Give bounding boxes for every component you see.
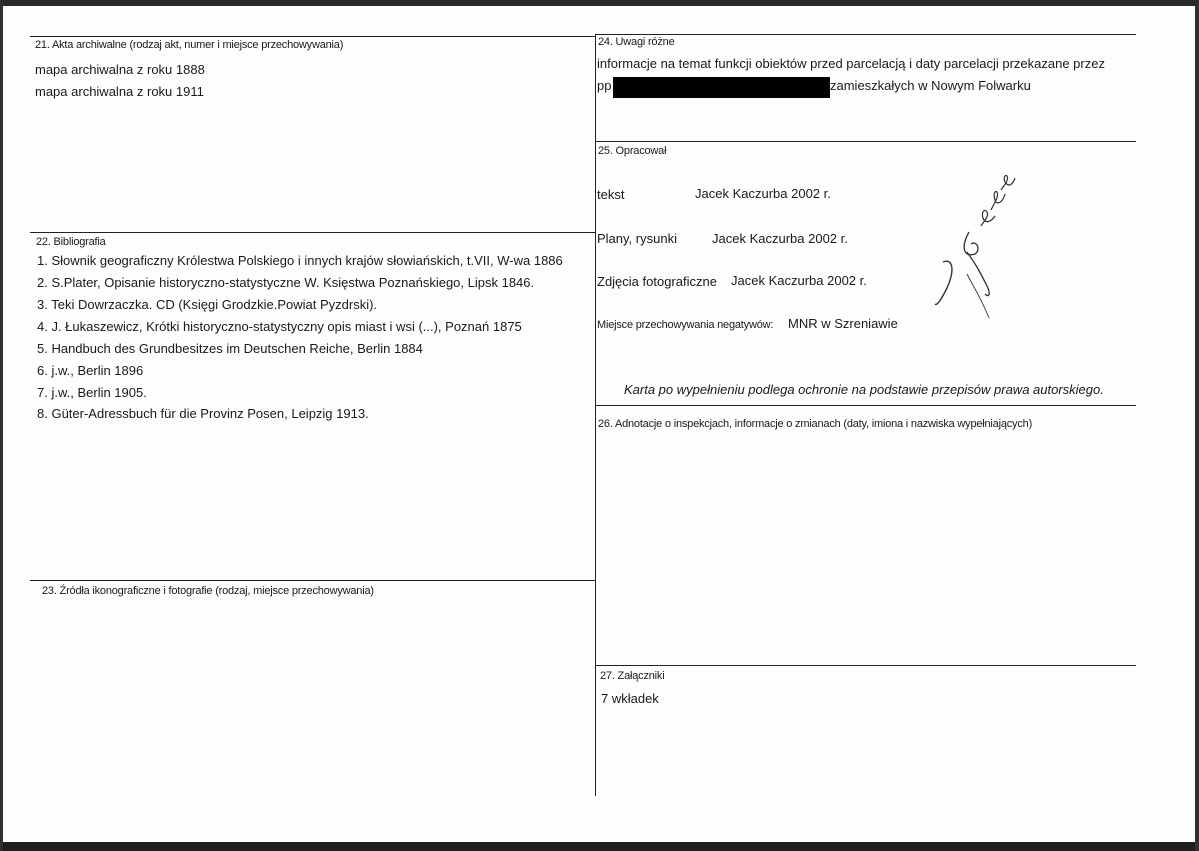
section-27-label: 27. Załączniki: [600, 670, 665, 682]
bibliography-item-7: 7. j.w., Berlin 1905.: [37, 385, 147, 400]
section-21-label: 21. Akta archiwalne (rodzaj akt, numer i miejsce przechowywania): [35, 39, 344, 51]
rule-27: [596, 665, 1136, 666]
bibliography-item-5: 5. Handbuch des Grundbesitzes im Deutschen Reiche, Berlin 1884: [37, 341, 423, 356]
copyright-notice: Karta po wypełnieniu podlega ochronie na podstawie przepisów prawa autorskiego.: [624, 382, 1104, 397]
author-plans-value: Jacek Kaczurba 2002 r.: [712, 231, 848, 246]
author-plans-label: Plany, rysunki: [597, 231, 677, 246]
center-divider: [595, 34, 596, 796]
top-rule-right: [596, 34, 1136, 35]
author-text-label: tekst: [597, 187, 625, 202]
scan-edge-left: [0, 0, 3, 851]
rule-26: [596, 405, 1136, 406]
section-24-label: 24. Uwagi różne: [598, 36, 675, 48]
remarks-line-2-suffix: zamieszkałych w Nowym Folwarku: [830, 78, 1031, 93]
bibliography-item-6: 6. j.w., Berlin 1896: [37, 363, 144, 378]
rule-25: [596, 141, 1136, 142]
top-rule-left: [30, 36, 595, 37]
bibliography-item-2: 2. S.Plater, Opisanie historyczno-statystyczne W. Księstwa Poznańskiego, Lipsk 1846.: [37, 275, 535, 290]
remarks-line-1: informacje na temat funkcji obiektów przed parcelacją i daty parcelacji przekazane przez: [597, 56, 1105, 71]
handwritten-signature: [925, 170, 1025, 320]
author-photos-value: Jacek Kaczurba 2002 r.: [731, 273, 867, 288]
bibliography-item-4: 4. J. Łukaszewicz, Krótki historyczno-statystyczny opis miast i wsi (...), Poznań 1875: [37, 319, 522, 334]
scan-edge-right: [1195, 0, 1199, 851]
negatives-location-label: Miejsce przechowywania negatywów:: [597, 319, 774, 331]
author-photos-label: Zdjęcia fotograficzne: [597, 274, 717, 289]
bibliography-item-1: 1. Słownik geograficzny Królestwa Polskiego i innych krajów słowiańskich, t.VII, W-wa 1886: [37, 253, 563, 268]
attachments-value: 7 wkładek: [601, 691, 659, 706]
section-23-label: 23. Źródła ikonograficzne i fotografie (rodzaj, miejsce przechowywania): [42, 585, 374, 597]
rule-22: [30, 232, 595, 233]
author-text-value: Jacek Kaczurba 2002 r.: [695, 186, 831, 201]
section-22-label: 22. Bibliografia: [36, 236, 106, 248]
archive-line-2: mapa archiwalna z roku 1911: [35, 84, 204, 99]
rule-23: [30, 580, 595, 581]
negatives-location-value: MNR w Szreniawie: [788, 316, 898, 331]
remarks-line-2-prefix: pp: [597, 78, 612, 93]
scan-edge-top: [0, 0, 1199, 6]
section-26-label: 26. Adnotacje o inspekcjach, informacje o zmianach (daty, imiona i nazwiska wypełniających): [598, 418, 1033, 430]
archive-line-1: mapa archiwalna z roku 1888: [35, 62, 205, 77]
redaction-bar: [613, 77, 830, 98]
bibliography-item-8: 8. Güter-Adressbuch für die Provinz Posen, Leipzig 1913.: [37, 406, 369, 421]
section-25-label: 25. Opracował: [598, 145, 667, 157]
scan-edge-bottom: [0, 842, 1199, 851]
bibliography-item-3: 3. Teki Dowrzaczka. CD (Księgi Grodzkie.Powiat Pyzdrski).: [37, 297, 378, 312]
